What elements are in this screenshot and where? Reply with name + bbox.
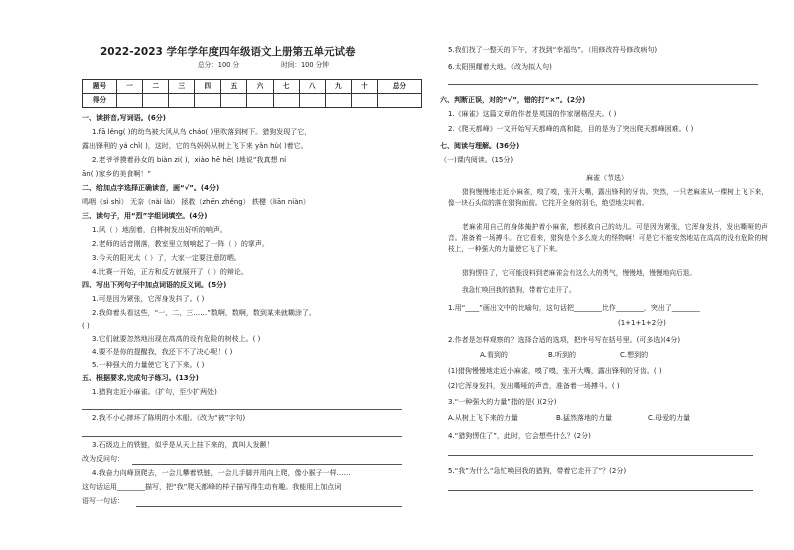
answer-line[interactable]	[136, 506, 402, 507]
answer-line[interactable]	[448, 84, 758, 85]
answer-line[interactable]	[448, 490, 753, 491]
question-line: 2.老爷爷摸着孙女的 biàn zi( )，xiào hē hē( )地说“我真想 ní	[92, 156, 287, 164]
score-cell: 九	[325, 80, 351, 94]
score-cell: 得分	[83, 94, 117, 108]
score-input-cell[interactable]	[378, 94, 422, 108]
question-line: 6.太阳照耀着大地。（改为拟人句)	[448, 63, 552, 71]
section-4-heading: 四、写出下列句子中加点词语的反义词。(5分)	[82, 281, 227, 289]
answer-line[interactable]	[448, 455, 753, 456]
question-line: 5.“我”为什么“急忙唤回我的猎狗，带着它走开了”？(2分)	[448, 467, 627, 475]
score-input-cell[interactable]	[351, 94, 377, 108]
score-header-row	[83, 80, 422, 94]
question-line: ( )	[82, 322, 90, 330]
score-cell: 八	[299, 80, 325, 94]
passage-title: 麻雀（节选）	[586, 174, 628, 182]
question-line: 语写一句话：	[82, 497, 124, 505]
question-line: 露出锋利的 yá chǐ( )，这时，它的鸟妈妈从树上飞下来 yǎn hù( )着它。	[82, 142, 308, 150]
question-line: 2.《爬天都峰》一文开始写天都峰的高和陡，目的是为了突出爬天都峰困难。( )	[448, 125, 694, 133]
question-line: 1.用“____”画出文中的比喻句，这句话把________比作________，突出了________	[448, 304, 700, 312]
question-line: ān( )家乡的美食啊！”	[82, 170, 152, 178]
score-input-cell[interactable]	[299, 94, 325, 108]
score-cell: 五	[221, 80, 247, 94]
option[interactable]: A.从树上飞下来的力量	[448, 414, 518, 422]
answer-line[interactable]	[82, 436, 402, 437]
question-line: 1.fā lěng( )的幼鸟被大风从鸟 cháo( )里吹落到树下。猎狗发现了它，	[92, 128, 312, 136]
section-2-heading: 二、给加点字选择正确读音，画“√”。(4分)	[82, 184, 220, 192]
score-input-cell[interactable]	[143, 94, 169, 108]
score-cell: 三	[169, 80, 195, 94]
score-input-cell[interactable]	[117, 94, 143, 108]
question-line: (1)猎狗慢慢地走近小麻雀，嗅了嗅，张开大嘴，露出锋利的牙齿。( )	[448, 367, 662, 375]
passage-paragraph: 老麻雀用自己的身体掩护着小麻雀，想拯救自己的幼儿。可是因为紧张，它浑身发抖，发出嘶哑的声音。准备着一场搏斗。在它看来，猎狗是个多么庞大的怪物啊！可是它不能安然地站在高高的没有危险的树枝上，一种强大的力量使它飞了下来。	[448, 223, 768, 254]
score-cell: 四	[195, 80, 221, 94]
question-line: 2.作者是怎样观察的？选择合适的选项，把序号写在括号里。(可多选)(4分)	[448, 336, 681, 344]
question-line: 3.“一种强大的力量”指的是( )(2分)	[448, 398, 557, 406]
question-line: 1.猎狗走近小麻雀。（扩句，至少扩两处)	[92, 388, 217, 396]
question-line: 改为反问句：	[82, 455, 124, 463]
total-score: 总分：100 分	[198, 61, 240, 69]
question-line: 2.老师的话音刚落，教室里立刻响起了一阵（ ）的掌声。	[92, 240, 269, 248]
question-line: (2)它浑身发抖，发出嘶哑的声音，准备着一场搏斗。( )	[448, 382, 620, 390]
question-line: 3.今天的阳光太（ ）了，大家一定要注意防晒。	[92, 254, 241, 262]
score-cell: 一	[117, 80, 143, 94]
question-line: 4.比赛一开始，正方和反方就展开了（ ）的辩论。	[92, 268, 248, 276]
section-1-heading: 一、读拼音,写词语。(6分)	[82, 114, 166, 122]
exam-title: 2022-2023 学年学年度四年级语文上册第五单元试卷	[100, 46, 356, 58]
answer-line[interactable]	[82, 409, 402, 410]
passage-paragraph: 猎狗愣住了，它可能没料到老麻雀会有这么大的勇气，慢慢地，慢慢地向后退。	[462, 269, 697, 277]
question-line: 4.我奋力向峰顶爬去，一会儿攀着铁链，一会儿手脚并用向上爬，像小猴子一样……	[92, 469, 351, 477]
score-input-cell[interactable]	[195, 94, 221, 108]
score-input-cell[interactable]	[221, 94, 247, 108]
option[interactable]: C.想到的	[620, 351, 649, 359]
score-input-cell[interactable]	[273, 94, 299, 108]
question-line: 这句话运用________描写，把“我”爬天都峰的样子描写得生动有趣。我能用上加点词	[82, 483, 342, 491]
option[interactable]: C.母爱的力量	[648, 414, 691, 422]
section-6-heading: 六、判断正误，对的“√”，错的打“×”。(2分)	[440, 96, 586, 104]
question-line: 3.石级边上的铁链，似乎是从天上挂下来的，真叫人发颤！	[92, 441, 274, 449]
option[interactable]: B.听到的	[548, 351, 577, 359]
question-line: 3.它们就要忽然地出现在高高的设有危险的树枝上。( )	[92, 335, 261, 343]
score-cell: 七	[273, 80, 299, 94]
question-line: 4.“猎狗愣住了”，此时，它会想些什么？(2分)	[448, 432, 591, 440]
exam-time: 时间：100 分钟	[281, 61, 329, 69]
score-value-row	[83, 94, 422, 108]
score-cell: 总分	[378, 80, 422, 94]
question-line: 2.我不小心摔坏了陈明的小木船。（改为“被”字句)	[92, 414, 246, 422]
section-3-heading: 三、读句子，用“烈”字组词填空。(4分)	[82, 212, 208, 220]
passage-paragraph: 我急忙唤回我的猎狗，带着它走开了。	[462, 286, 576, 294]
score-input-cell[interactable]	[169, 94, 195, 108]
passage-paragraph: 猎狗慢慢地走近小麻雀，嗅了嗅，张开大嘴，露出锋利的牙齿。突然，一只老麻雀从一棵树上飞下来，像一块石头似的落在猎狗面前。它挓开全身的羽毛，绝望地尖叫着。	[448, 188, 768, 208]
score-cell: 六	[247, 80, 273, 94]
question-line: 1.可是因为紧张，它浑身发抖了。( )	[92, 295, 205, 303]
score-note: (1+1+1+2分)	[618, 319, 666, 327]
score-cell: 十	[351, 80, 377, 94]
question-line: 1.《麻雀》这篇文章的作者是英国的作家屠格涅夫。( )	[448, 110, 617, 118]
score-cell: 题号	[83, 80, 117, 94]
question-line: 鸣咽（sì shì） 无奈（nài lài） 拯救（zhēn zhěng） 轶楗（liān niàn）	[82, 198, 310, 206]
answer-line[interactable]	[132, 464, 402, 465]
question-line: 5.我们找了一整天的下午，才找到“幸福鸟”。（用修改符号修改病句)	[448, 46, 658, 54]
question-line: 2.我仰着头看这些，“一、二、三……”数啊，数啊，数到某来就糊涂了。	[92, 309, 316, 317]
score-table	[82, 79, 422, 108]
score-input-cell[interactable]	[325, 94, 351, 108]
score-cell: 二	[143, 80, 169, 94]
exam-subtitle	[198, 62, 369, 70]
question-line: 4.要不是你的提醒我，我还下不了决心呢！( )	[92, 348, 233, 356]
section-5-heading: 五、根据要求,完成句子练习。(13分)	[82, 374, 199, 382]
subsection-heading: （一)课内阅读。(15分)	[440, 156, 514, 164]
option[interactable]: A.看到的	[480, 351, 508, 359]
question-line: 5.一种强大的力量使它飞了下来。( )	[92, 361, 205, 369]
section-7-heading: 七、阅读与理解。(36分)	[440, 142, 520, 150]
option[interactable]: B.猛然落地的力量	[556, 414, 613, 422]
question-line: 1.风（ ）地刮着，白桦树发出好听的响声。	[92, 226, 227, 234]
score-input-cell[interactable]	[247, 94, 273, 108]
